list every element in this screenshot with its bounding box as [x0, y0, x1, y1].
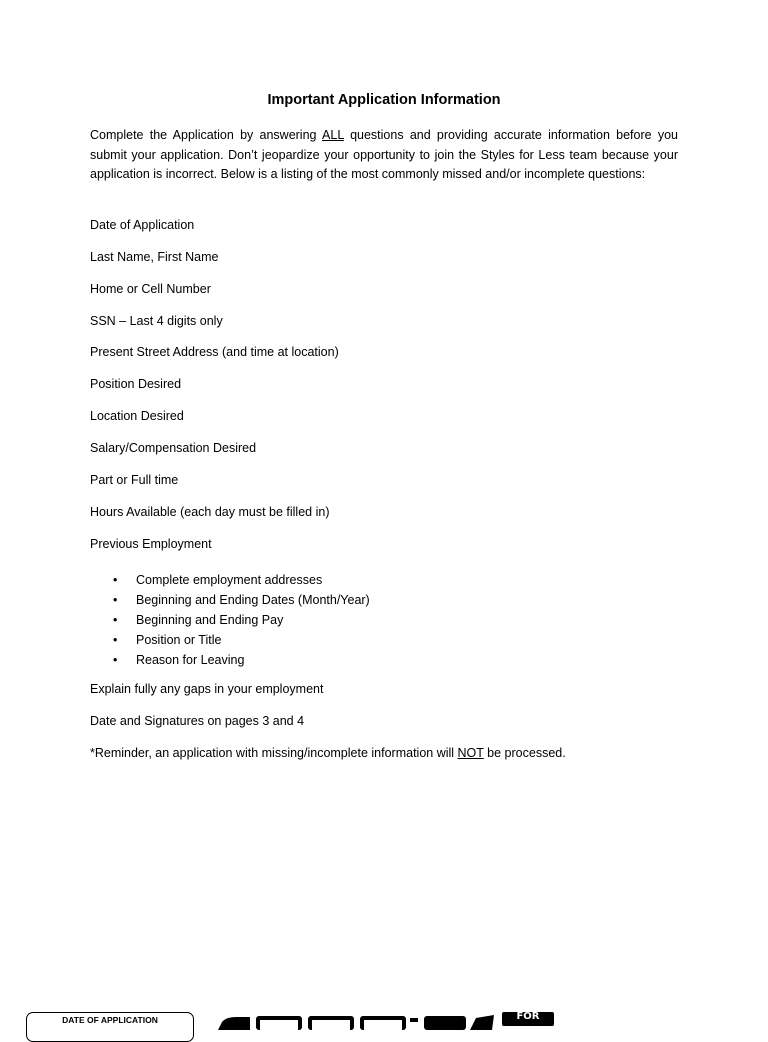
bullet-text: Reason for Leaving: [136, 653, 245, 667]
intro-emphasis-all: ALL: [322, 128, 344, 142]
styles-for-less-logo-icon: [212, 1010, 572, 1035]
bullet-icon: •: [113, 633, 118, 647]
reminder-emphasis-not: NOT: [457, 746, 484, 760]
logo-badge-text: FOR: [516, 1011, 540, 1022]
date-of-application-box: [26, 1012, 194, 1042]
list-item: Salary/Compensation Desired: [90, 441, 257, 455]
bullet-item: [90, 650, 370, 670]
bullet-icon: •: [113, 653, 118, 667]
intro-paragraph: [90, 126, 678, 185]
bullet-icon: •: [113, 593, 118, 607]
reminder-note: [90, 746, 566, 760]
bullet-text: Beginning and Ending Dates (Month/Year): [136, 593, 370, 607]
list-item: Position Desired: [90, 377, 182, 391]
bullet-item: [90, 630, 370, 650]
bullet-text: Complete employment addresses: [136, 573, 323, 587]
intro-text-end: questions and providing accurate information before you submit your application. Don’t jeopardize your opportunity to join the Styles for Less team because your application is incorrect. Below is a listing of the most commonly missed and/or incomplete questions:: [90, 128, 678, 181]
list-item: Part or Full time: [90, 473, 179, 487]
list-item: Previous Employment: [90, 537, 212, 551]
bullet-icon: •: [113, 613, 118, 627]
reminder-text-start: *Reminder, an application with missing/incomplete information will: [90, 746, 458, 760]
employment-details-list: [90, 570, 370, 670]
intro-text-start: Complete the Application by answering: [90, 128, 323, 142]
bullet-item: [90, 610, 370, 630]
list-item: Location Desired: [90, 409, 184, 423]
list-item: Date of Application: [90, 218, 195, 232]
list-item: Home or Cell Number: [90, 282, 211, 296]
bullet-item: [90, 570, 370, 590]
bullet-text: Beginning and Ending Pay: [136, 613, 284, 627]
list-item: Present Street Address (and time at location): [90, 345, 339, 359]
bullet-text: Position or Title: [136, 633, 222, 647]
date-of-application-label: DATE OF APPLICATION: [62, 1015, 158, 1025]
list-item: SSN – Last 4 digits only: [90, 314, 223, 328]
list-item: Hours Available (each day must be filled in): [90, 505, 330, 519]
list-item: Last Name, First Name: [90, 250, 219, 264]
bullet-item: [90, 590, 370, 610]
bullet-icon: •: [113, 573, 118, 587]
list-item: Explain fully any gaps in your employment: [90, 682, 324, 696]
reminder-text-end: be processed.: [483, 746, 566, 760]
page-title: Important Application Information: [267, 92, 501, 108]
list-item: Date and Signatures on pages 3 and 4: [90, 714, 305, 728]
